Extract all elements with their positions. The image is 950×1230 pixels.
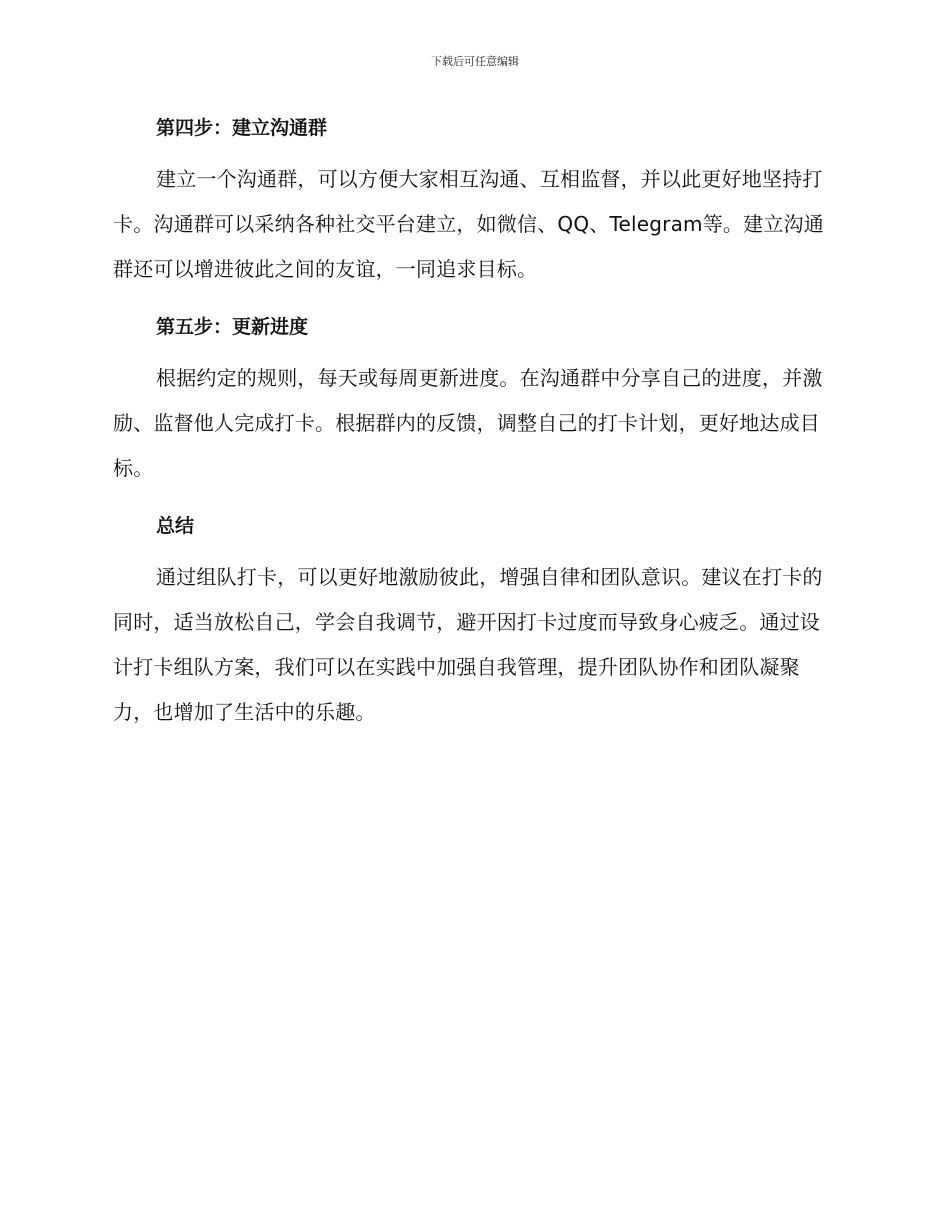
section-paragraph-step-4: 建立一个沟通群，可以方便大家相互沟通、互相监督，并以此更好地坚持打卡。沟通群可以采纳各种社交平台建立，如微信、QQ、Telegram等。建立沟通群还可以增进彼此之间的友谊，一同追求目标。: [113, 167, 824, 281]
section-heading-step-5: 第五步：更新进度: [156, 316, 309, 338]
section-heading-summary: 总结: [156, 515, 195, 537]
section-paragraph-summary: 通过组队打卡，可以更好地激励彼此，增强自律和团队意识。建议在打卡的同时，适当放松自己，学会自我调节，避开因打卡过度而导致身心疲乏。通过设计打卡组队方案，我们可以在实践中加强自我管理，提升团队协作和团队凝聚力，也增加了生活中的乐趣。: [113, 565, 823, 724]
section-heading-step-4: 第四步：建立沟通群: [156, 117, 328, 139]
document-body: [113, 106, 833, 735]
section-paragraph-step-5: 根据约定的规则，每天或每周更新进度。在沟通群中分享自己的进度，并激励、监督他人完成打卡。根据群内的反馈，调整自己的打卡计划，更好地达成目标。: [113, 366, 823, 480]
page-header-note: 下载后可任意编辑: [431, 55, 519, 68]
